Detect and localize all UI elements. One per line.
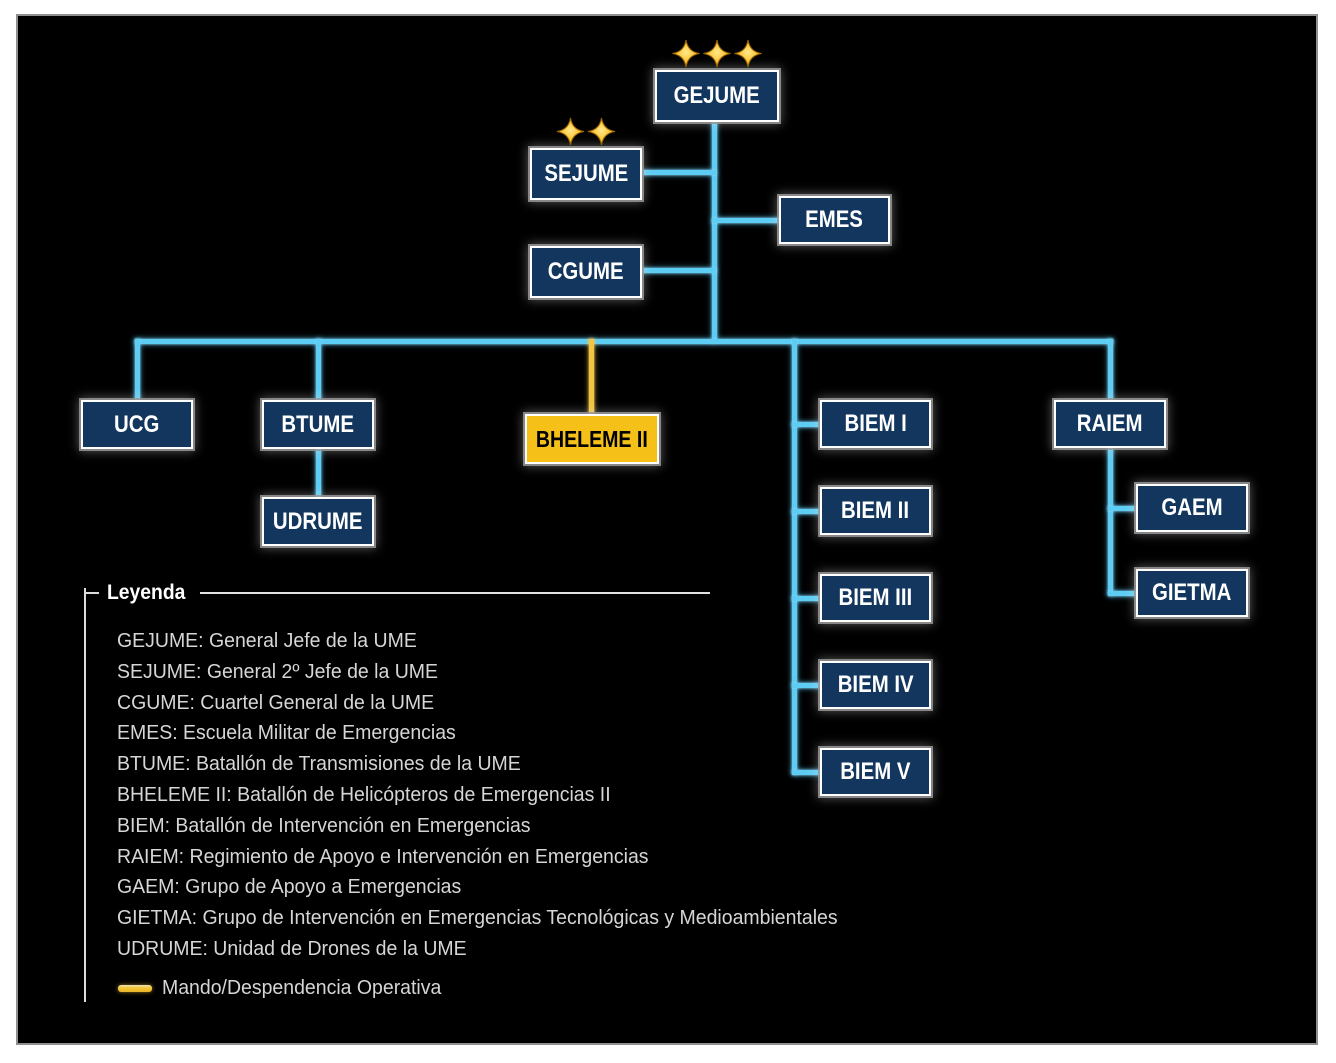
rank-star-icon — [703, 39, 732, 68]
legend-title: Leyenda — [107, 581, 186, 604]
connector-biem-ii-stub — [792, 509, 822, 514]
legend-item: UDRUME: Unidad de Drones de la UME — [117, 936, 467, 960]
org-box-biem-iv — [820, 661, 931, 709]
org-box-label: GIETMA — [1152, 579, 1232, 606]
org-box-label: BIEM V — [840, 758, 911, 785]
org-chart — [16, 14, 1318, 1045]
legend-item: GIETMA: Grupo de Intervención en Emergencias Tecnológicas y Medioambientales — [117, 906, 838, 930]
connector-biem-iv-stub — [792, 683, 822, 688]
org-box-biem-iii — [820, 574, 931, 622]
org-box-label: UDRUME — [273, 507, 363, 535]
connector-ucg-drop — [135, 339, 140, 402]
org-box-biem-v — [820, 748, 931, 796]
rank-stars — [672, 39, 763, 68]
connector-biem-iii-stub — [792, 596, 822, 601]
legend-item: CGUME: Cuartel General de la UME — [117, 690, 435, 714]
org-box-bheleme-ii — [525, 414, 659, 464]
org-box-label: EMES — [805, 206, 864, 233]
legend-item: BTUME: Batallón de Transmisiones de la UME — [117, 752, 521, 776]
connector-bheleme-drop — [589, 339, 594, 416]
legend-line-swatch — [118, 985, 152, 992]
org-box-label: RAIEM — [1077, 410, 1143, 437]
org-box-label: GAEM — [1161, 494, 1223, 521]
org-box-label: BIEM III — [838, 584, 913, 611]
legend-item: RAIEM: Regimiento de Apoyo e Intervención en Emergencias — [117, 844, 649, 868]
rank-star-icon — [734, 39, 763, 68]
org-box-gietma — [1136, 569, 1248, 617]
connector-gaem-stub — [1108, 506, 1138, 511]
legend-item-list — [117, 626, 876, 965]
org-box-cgume — [530, 246, 642, 298]
legend-item: GAEM: Grupo de Apoyo a Emergencias — [117, 875, 462, 899]
connector-cgume-branch — [640, 268, 716, 273]
connector-gietma-stub — [1108, 591, 1138, 596]
org-box-label: BHELEME II — [536, 425, 648, 452]
org-box-label: GEJUME — [673, 82, 761, 109]
org-box-label: BTUME — [281, 410, 355, 438]
legend-title-rule — [200, 592, 710, 594]
legend-operational-label: Mando/Despendencia Operativa — [162, 976, 442, 999]
org-box-emes — [779, 196, 890, 244]
legend-bracket-line — [84, 588, 86, 1002]
legend-operational-key — [118, 976, 456, 1000]
org-box-label: BIEM IV — [837, 671, 914, 698]
org-box-gaem — [1136, 484, 1248, 532]
connector-btume-drop — [316, 339, 321, 402]
org-box-label: SEJUME — [544, 160, 628, 187]
legend-item: EMES: Escuela Militar de Emergencias — [117, 721, 456, 745]
connector-biem-i-stub — [792, 422, 822, 427]
org-box-sejume — [530, 148, 642, 200]
connector-gejume-trunk — [712, 120, 717, 342]
connector-sejume-branch — [640, 170, 716, 175]
org-box-raiem — [1054, 400, 1166, 448]
rank-stars — [556, 117, 616, 146]
connector-main-bus — [135, 339, 1113, 344]
org-box-btume — [262, 400, 374, 449]
connector-raiem-spine — [1108, 446, 1113, 595]
org-box-ucg — [81, 400, 193, 449]
org-box-label: CGUME — [548, 258, 624, 285]
rank-star-icon — [672, 39, 701, 68]
rank-star-icon — [556, 117, 585, 146]
org-box-biem-i — [820, 400, 931, 448]
org-box-label: BIEM I — [844, 410, 907, 437]
org-box-label: UCG — [114, 410, 160, 438]
legend-item: BHELEME II: Batallón de Helicópteros de Emergencias II — [117, 782, 611, 806]
org-box-label: BIEM II — [841, 497, 910, 524]
connector-biem-spine — [792, 339, 797, 774]
legend-item: BIEM: Batallón de Intervención en Emergencias — [117, 813, 531, 837]
connector-raiem-drop — [1108, 339, 1113, 402]
org-box-udrume — [262, 497, 374, 546]
org-box-gejume — [655, 70, 779, 122]
legend-item: SEJUME: General 2º Jefe de la UME — [117, 659, 439, 683]
rank-star-icon — [587, 117, 616, 146]
connector-btume-udrume — [316, 447, 321, 499]
connector-emes-branch — [712, 218, 781, 223]
legend-item: GEJUME: General Jefe de la UME — [117, 629, 417, 652]
org-chart-canvas — [16, 14, 1318, 1045]
connector-biem-v-stub — [792, 770, 822, 775]
legend-bracket-tick — [84, 592, 99, 594]
org-box-biem-ii — [820, 487, 931, 535]
